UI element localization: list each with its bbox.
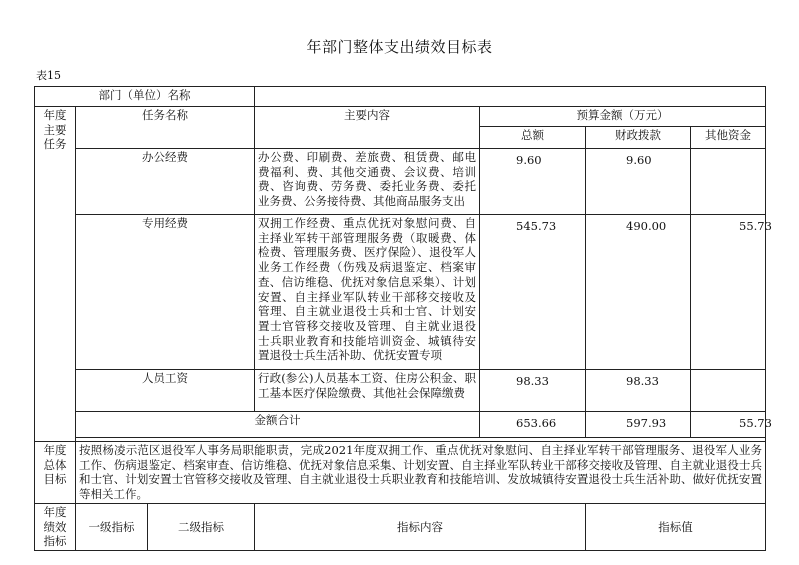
indicator-header-row: [35, 503, 766, 550]
task-other: 55.73: [691, 215, 766, 370]
main-content-header: 主要内容: [255, 107, 480, 149]
task-row: [35, 370, 766, 412]
overall-goal-label: 年度总体目标: [35, 442, 76, 504]
task-total: 98.33: [480, 370, 586, 412]
task-row: [35, 149, 766, 215]
task-fiscal: 490.00: [586, 215, 691, 370]
total-header: 总额: [480, 127, 586, 149]
task-fiscal: 9.60: [586, 149, 691, 215]
page-title: 年部门整体支出绩效目标表: [306, 38, 493, 56]
sum-fiscal: 597.93: [586, 412, 691, 438]
fiscal-header: 财政拨款: [586, 127, 691, 149]
task-other: [691, 149, 766, 215]
dept-value: [255, 87, 766, 107]
sum-row: [35, 412, 766, 438]
overall-goal-text: 按照杨凌示范区退役军人事务局职能职责，完成2021年度双拥工作、重点优抚对象慰问、自主择业军转干部管理服务、退役军人业务工作、伤病退鉴定、档案审查、信访维稳、优抚对象信息采集、计划安置、自主择业军队转业干部移交接收及管理、自主就业退役士兵和士官、计划安置士官管移交接收及管理、自主就业退役士兵职业教育和技能培训、发放城镇待安置退役士兵生活补助、做好优抚安置等相关工作。: [76, 442, 766, 504]
task-content: 双拥工作经费、重点优抚对象慰问费、自主择业军转干部管理服务费（取暖费、体检费、管理服务费、医疗保险）、退役军人业务工作经费（伤残及病退鉴定、档案审查、信访维稳、优抚对象信息采集）、计划安置、自主择业军队转业干部移交接收及管理、自主就业退役士兵和士官、计划安置士官管移交接收及管理、自主就业退役士兵职业教育和技能培训资金、城镇待安置退役士兵生活补助、优抚安置专项: [255, 215, 480, 370]
performance-table: [34, 86, 772, 551]
indicator-label: 年度绩效指标: [35, 503, 76, 550]
annual-tasks-label: 年度主要任务: [35, 107, 76, 442]
task-fiscal: 98.33: [586, 370, 691, 412]
sum-total: 653.66: [480, 412, 586, 438]
level1-header: 一级指标: [76, 503, 148, 550]
dept-row: [35, 87, 766, 107]
task-name: 办公经费: [76, 149, 255, 215]
budget-header: 预算金额（万元）: [480, 107, 766, 127]
task-name: 专用经费: [76, 215, 255, 370]
task-total: 9.60: [480, 149, 586, 215]
task-name: 人员工资: [76, 370, 255, 412]
dept-label: 部门（单位）名称: [35, 87, 255, 107]
sum-other: 55.73: [691, 412, 766, 438]
task-name-header: 任务名称: [76, 107, 255, 149]
overall-goal-row: [35, 442, 766, 504]
task-content: 办公费、印刷费、差旅费、租赁费、邮电费福利、费、其他交通费、会议费、培训费、咨询费、劳务费、委托业务费、委托业务费、公务接待费、其他商品服务支出: [255, 149, 480, 215]
indicator-content-header: 指标内容: [255, 503, 586, 550]
table-number: 表15: [36, 69, 61, 82]
task-content: 行政(参公)人员基本工资、住房公积金、职工基本医疗保险缴费、其他社会保障缴费: [255, 370, 480, 412]
indicator-value-header: 指标值: [586, 503, 766, 550]
task-header-row: [35, 107, 766, 127]
sum-label: 金额合计: [76, 412, 480, 438]
other-header: 其他资金: [691, 127, 766, 149]
task-row: [35, 215, 766, 370]
task-total: 545.73: [480, 215, 586, 370]
level2-header: 二级指标: [148, 503, 255, 550]
task-other: [691, 370, 766, 412]
